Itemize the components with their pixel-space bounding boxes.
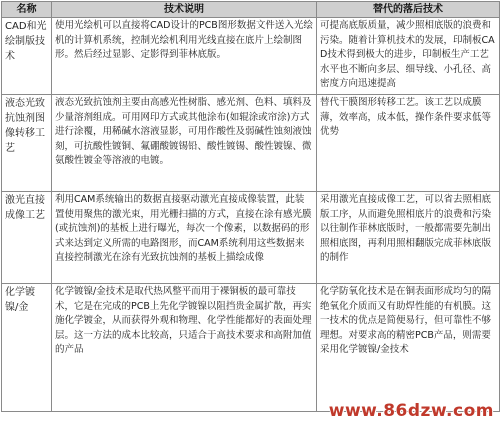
cell-name: 液态光致抗蚀剂图像转移工艺	[2, 95, 52, 192]
cell-description: 化学镀镍/金技术是取代热风整平而用于裸铜板的最可靠技术，它是在完成的PCB上先化学镀镍以阻挡贵金属扩散，再实施化学镀金，从而获得外观和物理、化学性能都好的表面处理层。这一方法的成本比较高，只适合于高技术要求和高附加值的产品	[52, 284, 317, 412]
technology-comparison-table	[1, 1, 500, 412]
cell-name: CAD和光绘制版技术	[2, 18, 52, 95]
cell-description: 使用光绘机可以直接将CAD设计的PCB图形数据文件送入光绘机的计算机系统，控制光绘机利用光线直接在底片上绘制图形。然后经过显影、定影得到菲林底版。	[52, 18, 317, 95]
cell-replaced: 可提高底版质量，减少照相底版的浪费和污染。随着计算机技术的发展，印制板CAD技术得到极大的进步，印制板生产工艺水平也不断向多层、细导线、小孔径、高密度方向迅速提高	[317, 18, 500, 95]
header-tech-description: 技术说明	[52, 2, 317, 18]
table-row	[2, 95, 500, 192]
cell-replaced: 替代干膜图形转移工艺。该工艺以成膜薄，效率高，成本低，操作条件要求低等优势	[317, 95, 500, 192]
header-replaced-technology: 替代的落后技术	[317, 2, 500, 18]
table-row	[2, 284, 500, 412]
page	[0, 1, 500, 427]
cell-name: 化学镀镍/金	[2, 284, 52, 412]
cell-name: 激光直接成像工艺	[2, 192, 52, 284]
table-row	[2, 192, 500, 284]
cell-description: 液态光致抗蚀剂主要由高感光性树脂、感光剂、色料、填料及少量溶剂组成。可用网印方式或其他涂布(如辊涂或帘涂)方式进行涂覆，用稀碱水溶液显影，可用作酸性及弱碱性蚀刻液蚀刻，可抗酸性镀铜、氟硼酸镀锡铅、酸性镀锡、酸性镀镍、微氨酸性镀金等溶液的电镀。	[52, 95, 317, 192]
cell-replaced: 采用激光直接成像工艺，可以省去照相底版工序，从而避免照相底片的浪费和污染以往制作菲林底版时，一般都需要先制出照相底图，再利用照相翻版完成菲林底版的制作	[317, 192, 500, 284]
header-name: 名称	[2, 2, 52, 18]
site-watermark: www.86dzw.com	[328, 401, 494, 421]
table-row	[2, 18, 500, 95]
cell-description: 利用CAM系统输出的数据直接驱动激光直接成像装置，此装置使用聚焦的激光束，用光栅扫描的方式，直接在涂有感光膜(或抗蚀剂)的基板上进行曝光，每次一个像素，以数据码的形式来达到定义所需的电路图形，而CAM系统利用这些数据来直接控制激光在涂有光致抗蚀剂的基板上描绘成像	[52, 192, 317, 284]
cell-replaced: 化学防氧化技术是在铜表面形成均匀的隔绝氧化介质而又有助焊性能的有机膜。这一技术的优点是简便易行，但可靠性不够理想。对要求高的精密PCB产品，则需要采用化学镀镍/金技术	[317, 284, 500, 412]
table-header-row	[2, 2, 500, 18]
